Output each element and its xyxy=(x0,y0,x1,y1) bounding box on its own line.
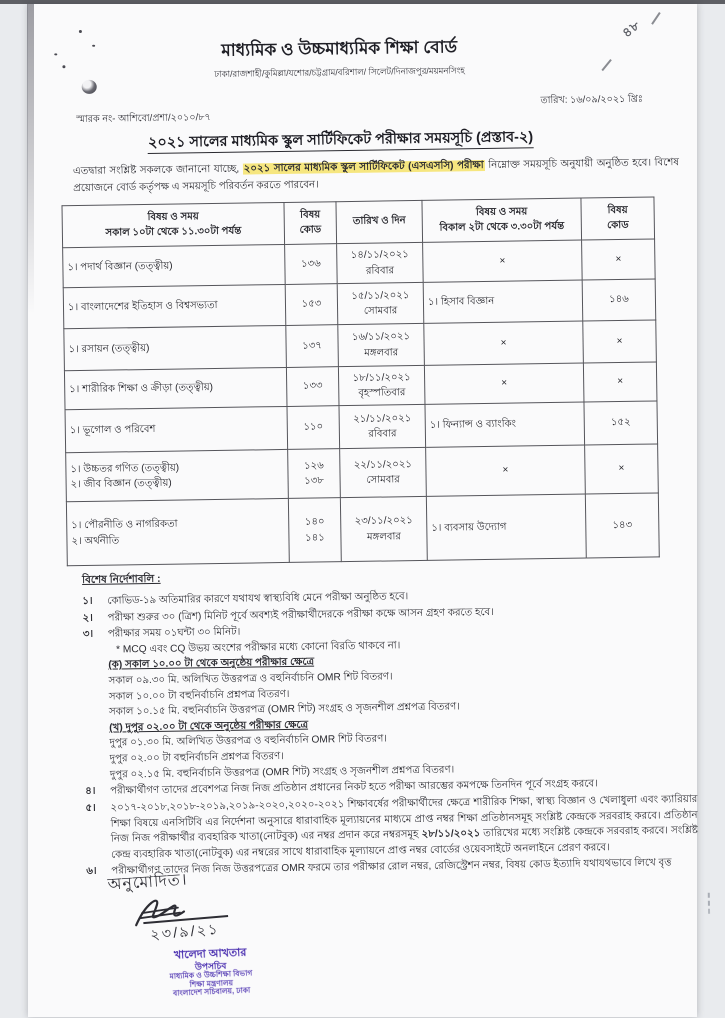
subject-code-cell: ১৫৩ xyxy=(285,284,338,326)
afternoon-subject-cell: × xyxy=(424,363,584,404)
header-subject-code-2: বিষয় কোড xyxy=(581,197,655,240)
margin-mark-artifact xyxy=(708,893,710,898)
date-day-cell: ২১/১১/২০২১ রবিবার xyxy=(339,404,426,448)
instruction-text: কোভিড-১৯ অতিমারির কারণে যথাযথ স্বাস্থ্যবিধি মেনে পরীক্ষা অনুষ্ঠিত হবে। xyxy=(107,591,409,607)
instruction-number: ৬। xyxy=(86,866,97,878)
subject-code-cell: ১৪০ ১৪১ xyxy=(288,498,341,563)
pen-slash-mark xyxy=(651,12,660,24)
stamp-officer-name: খালেদা আখতার xyxy=(173,946,247,962)
afternoon-code-cell: × xyxy=(585,444,659,494)
document-content xyxy=(19,0,703,1018)
afternoon-code-cell: × xyxy=(582,239,656,280)
instruction-number: ৩। xyxy=(82,629,94,641)
header-date-day: তারিখ ও দিন xyxy=(336,200,423,243)
header-morning-subject: বিষয় ও সময় সকাল ১০টা থেকে ১১.৩০টা পর্যন্ত xyxy=(62,202,285,247)
morning-subject-cell: ১। শারীরিক শিক্ষা ও ক্রীড়া (তত্ত্বীয়) xyxy=(64,367,287,409)
instruction-text: ২০১৭-২০১৮,২০১৮-২০১৯,২০১৯-২০২০,২০২০-২০২১ শিক্ষাবর্ষের পরীক্ষার্থীদের ক্ষেত্রে শারীরিক শিক্ষা, স্বাস্থ্য বিজ্ঞান ও খেলাধুলা এবং ক্যারিয়ার শিক্ষা বিষয়ে এনসিটিবি এর নির্দেশনা অনুসারে ধারাবাহিক মূল্যায়নের মাধ্যমে প্রাপ্ত নম্বর শিক্ষা প্রতিষ্ঠানসমূহ সংশ্লিষ্ট কেন্দ্রকে সরবরাহ করবে। প্রতিষ্ঠান নিজ নিজ পরীক্ষার্থীর ব্যবহারিক খাতা(নোটবুক) এর নম্বর প্রদান করে নম্বরসমূহ ২৮/১১/২০২১ তারিখের মধ্যে সংশ্লিষ্ট কেন্দ্রকে সরবরাহ করবে। সংশ্লিষ্ট কেন্দ্র ব্যবহারিক খাতা(নোটবুক) এর নম্বরের সাথে ধারাবাহিক মূল্যায়নে প্রাপ্ত নম্বর বোর্ডের ওয়েবসাইটে অনলাইনে প্রেরণ করবে। xyxy=(110,793,698,861)
document-title: ২০২১ সালের মাধ্যমিক স্কুল সার্টিফিকেট পরীক্ষার সময়সূচি (প্রস্তাব-২) xyxy=(20,124,660,157)
afternoon-subject-cell: × xyxy=(424,321,584,365)
header-subject-code: বিষয় কোড xyxy=(284,202,337,245)
date-day-cell: ১৮/১১/২০২১ বৃহস্পতিবার xyxy=(338,365,425,405)
instruction-item xyxy=(83,618,697,783)
stamp-ministry: শিক্ষা মন্ত্রণালয় xyxy=(189,977,234,989)
afternoon-code-cell: × xyxy=(583,320,657,363)
instruction-number: ৫। xyxy=(85,802,96,814)
header-afternoon-subject: বিষয় ও সময় বিকাল ২টা থেকে ৩.৩০টা পর্যন্ত xyxy=(422,198,582,242)
highlighted-text: ২০২১ সালের মাধ্যমিক স্কুল সার্টিফিকেট (এসএসসি) পরীক্ষা xyxy=(243,160,484,175)
instructions-list xyxy=(82,585,698,880)
stamp-designation: উপসচিব xyxy=(194,960,227,972)
stamp-secretariat: বাংলাদেশ সচিবালয়, ঢাকা xyxy=(172,985,251,999)
date-day-cell: ১৫/১১/২০২১ সোমবার xyxy=(337,282,424,324)
afternoon-code-cell: ১৪৬ xyxy=(582,279,656,321)
board-name-title: মাধ্যমিক ও উচ্চমাধ্যমিক শিক্ষা বোর্ড xyxy=(221,37,458,60)
intro-paragraph: এতদ্বারা সংশ্লিষ্ট সকলকে জানানো যাচ্ছে, ২০২১ সালের মাধ্যমিক স্কুল সার্টিফিকেট (এসএসসি) পরীক্ষা নিম্নোক্ত সময়সূচি অনুযায়ী অনুষ্ঠিত হবে। বিশেষ প্রয়োজনে বোর্ড কর্তৃপক্ষ এ সময়সূচি পরিবর্তন করতে পারবেন। xyxy=(72,157,680,194)
afternoon-code-cell: ১৪৩ xyxy=(585,493,659,558)
afternoon-subject-cell: × xyxy=(423,240,583,282)
subject-code-cell: ১২৬ ১৩৮ xyxy=(288,449,341,499)
instruction-text: পরীক্ষার্থীগণ তাদের নিজ নিজ উত্তরপত্রের OMR ফরমে তার পরীক্ষার রোল নম্বর, রেজিস্ট্রেশন নম্বর, বিষয় কোড ইত্যাদি যথাযথভাবে লিখে বৃত্ত xyxy=(111,857,672,877)
handwritten-approved-text: অনুমোদিত। xyxy=(107,871,189,894)
date-day-cell: ১৬/১১/২০২১ মঙ্গলবার xyxy=(338,323,425,366)
subject-code-cell: ১৩৩ xyxy=(286,367,339,407)
handwritten-signature-date: ২৩/৯/২১ xyxy=(143,915,230,949)
schedule-table-body xyxy=(63,239,660,566)
memo-number: স্মারক নং- আশিবো/প্রশা/২০১০/৮৭ xyxy=(76,112,211,126)
exam-schedule-table xyxy=(61,196,659,566)
handwritten-page-number: ৪৮ xyxy=(619,16,644,41)
subject-code-cell: ১৩৭ xyxy=(286,325,339,368)
instruction-text: পরীক্ষার সময় ০১ঘন্টা ৩০ মিনিট। * MCQ এবং CQ উভয় অংশের পরীক্ষার মধ্যে কোনো বিরতি থাকবে না। (ক) সকাল ১০.০০ টা থেকে অনুষ্ঠেয় পরীক্ষার ক্ষেত্রে সকাল ০৯.৩০ মি. অলিখিত উত্তরপত্র ও বহুনির্বাচনি OMR শিট বিতরণ। সকাল ১০.০০ টা বহুনির্বাচনি প্রশ্নপত্র বিতরণ। সকাল ১০.১৫ মি. বহুনির্বাচনি উত্তরপত্র (OMR শিট) সংগ্রহ ও সৃজনশীল প্রশ্নপত্র বিতরণ। (খ) দুপুর ০২.০০ টা থেকে অনুষ্ঠেয় পরীক্ষার ক্ষেত্রে দুপুর ০১.৩০ মি. অলিখিত উত্তরপত্র ও বহুনির্বাচনি OMR শিট বিতরণ। দুপুর ০২.০০ টা বহুনির্বাচনি প্রশ্নপত্র বিতরণ। দুপুর ০২.১৫ মি. বহুনির্বাচনি উত্তরপত্র (OMR শিট) সংগ্রহ ও সৃজনশীল প্রশ্নপত্র বিতরণ। xyxy=(107,626,460,781)
instruction-text: পরীক্ষার্থীগণ তাদের প্রবেশপত্র নিজ নিজ প্রতিষ্ঠান প্রধানের নিকট হতে পরীক্ষা আরম্ভের কমপক্ষে তিনদিন পূর্বে সংগ্রহ করবে। xyxy=(110,778,598,797)
table-row xyxy=(66,444,659,502)
instruction-text: পরীক্ষা শুরুর ৩০ (ত্রিশ) মিনিট পূর্বে অবশ্যই পরীক্ষার্থীদেরকে পরীক্ষা কক্ষে আসন গ্রহণ করতে হবে। xyxy=(107,606,494,624)
instruction-number: ২। xyxy=(82,612,93,624)
afternoon-subject-cell: × xyxy=(426,445,586,496)
morning-subject-cell: ১। পৌরনীতি ও নাগরিকতা ২। অর্থনীতি xyxy=(66,498,289,565)
subject-code-cell: ১৩৬ xyxy=(285,244,338,285)
document-page xyxy=(28,4,697,1017)
special-instructions-section xyxy=(82,564,699,881)
afternoon-subject-cell: ১। ব্যবসায় উদ্যোগ xyxy=(426,494,586,560)
afternoon-code-cell: × xyxy=(583,362,657,402)
table-row xyxy=(66,493,659,566)
instruction-number: ৪। xyxy=(85,786,96,798)
morning-subject-cell: ১। উচ্চতর গণিত (তত্ত্বীয়) ২। জীব বিজ্ঞান (তত্ত্বীয়) xyxy=(66,449,289,501)
morning-subject-cell: ১। পদার্থ বিজ্ঞান (তত্ত্বীয়) xyxy=(63,244,286,287)
scan-speck xyxy=(79,30,82,33)
morning-subject-cell: ১। রসায়ন (তত্ত্বীয়) xyxy=(64,325,287,370)
board-regions-line: ঢাকা/রাজশাহী/কুমিল্লা/যশোর/চট্টগ্রাম/বরিশাল/ সিলেট/দিনাজপুর/ময়মনসিংহ xyxy=(214,65,465,79)
afternoon-subject-cell: ১। হিসাব বিজ্ঞান xyxy=(423,280,583,323)
subject-code-cell: ১১০ xyxy=(287,406,340,450)
morning-subject-cell: ১। বাংলাদেশের ইতিহাস ও বিশ্বসভ্যতা xyxy=(63,284,286,328)
official-stamp xyxy=(120,944,302,1000)
date-day-cell: ২২/১১/২০২১ সোমবার xyxy=(340,447,427,497)
morning-subject-cell: ১। ভূগোল ও পরিবেশ xyxy=(65,406,288,452)
stamp-division: মাধ্যমিক ও উচ্চশিক্ষা বিভাগ xyxy=(169,968,253,981)
date-day-cell: ১৪/১১/২০২১ রবিবার xyxy=(337,242,424,283)
instruction-number: ১। xyxy=(82,595,93,608)
afternoon-subject-cell: ১। ফিন্যান্স ও ব্যাংকিং xyxy=(425,402,585,447)
document-date: তারিখ: ১৬/০৯/২০২১ খ্রিঃ xyxy=(540,93,644,107)
afternoon-code-cell: ১৫২ xyxy=(584,401,658,445)
instructions-heading: বিশেষ নির্দেশাবলি : xyxy=(81,573,161,587)
instruction-item xyxy=(85,792,698,864)
date-day-cell: ২৩/১১/২০২১ মঙ্গলবার xyxy=(340,496,427,561)
